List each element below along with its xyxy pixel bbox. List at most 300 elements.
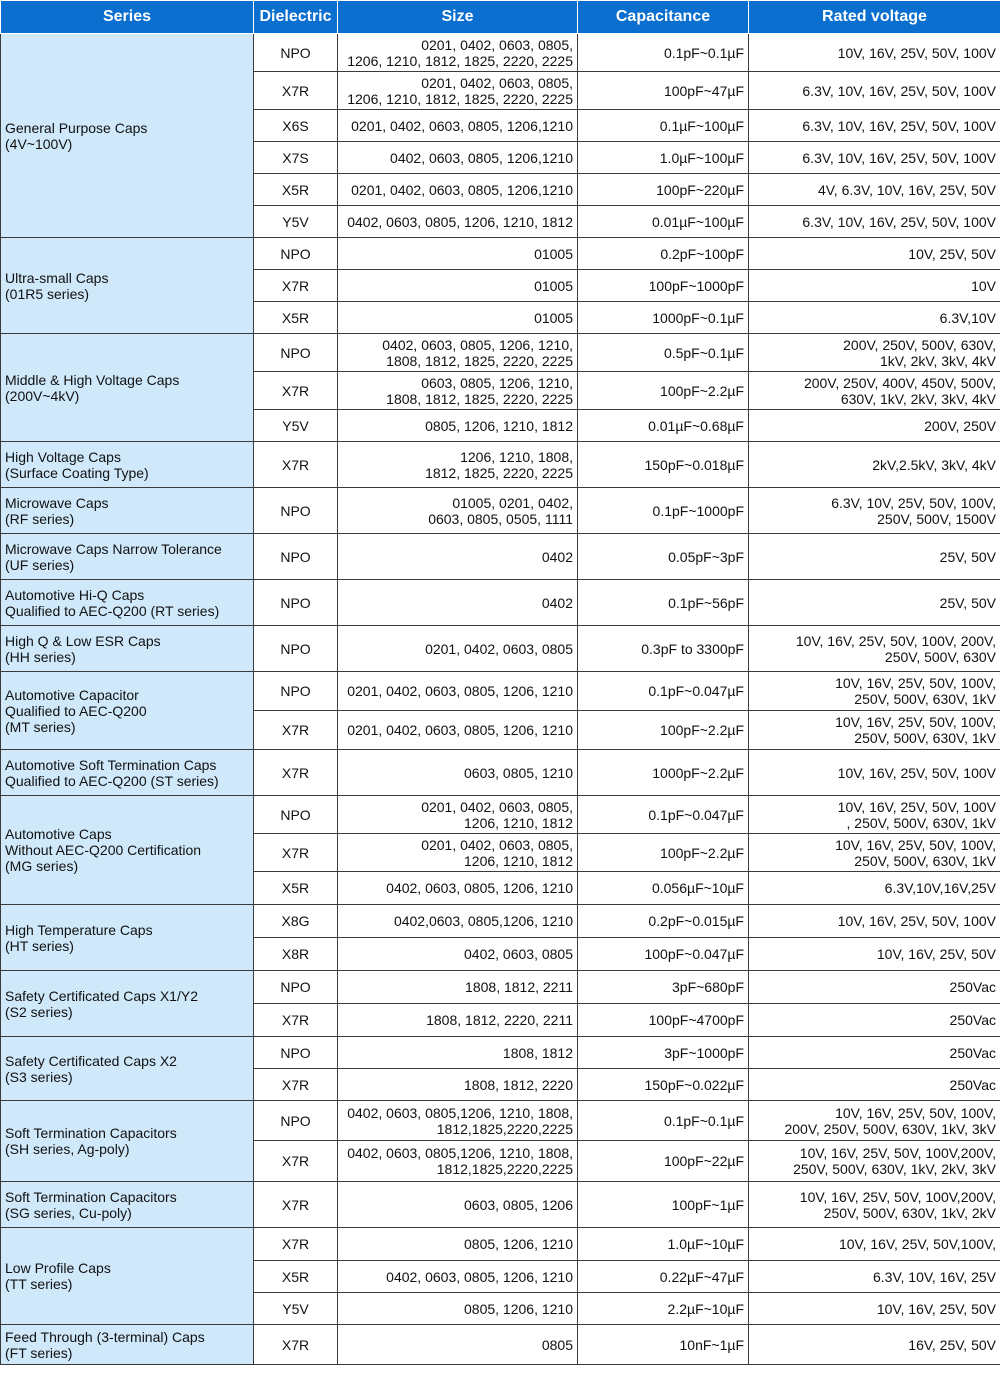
series-cell: [1, 238, 254, 334]
capacitance-cell: [578, 174, 749, 206]
dielectric-cell: [254, 410, 338, 442]
table-row: [1, 672, 1000, 711]
capacitance-cell-text: 0.05pF~3pF: [668, 548, 744, 565]
rated-voltage-cell-text: 6.3V, 10V, 16V, 25V: [872, 1268, 996, 1285]
dielectric-cell-text: X5R: [281, 309, 310, 326]
capacitance-cell: [578, 110, 749, 142]
dielectric-cell-text: X7R: [281, 1236, 310, 1252]
capacitance-cell: [578, 672, 749, 711]
capacitance-cell: [578, 626, 749, 672]
rated-voltage-cell-text: 250Vac: [949, 1012, 996, 1028]
size-cell: [338, 442, 578, 488]
rated-voltage-cell: [749, 206, 1000, 238]
capacitance-cell-text: 0.1pF~1000pF: [652, 502, 744, 519]
capacitance-cell-text: 1.0µF~100µF: [659, 149, 744, 166]
rated-voltage-cell-text: 10V, 16V, 25V, 50V: [876, 946, 996, 962]
capacitance-cell-text: 3pF~680pF: [672, 979, 744, 995]
dielectric-cell: [254, 750, 338, 796]
dielectric-cell-text: X7R: [281, 722, 310, 738]
rated-voltage-cell-text: 6.3V, 10V, 16V, 25V, 50V, 100V: [802, 213, 996, 230]
rated-voltage-cell: [749, 410, 1000, 442]
dielectric-cell: [254, 442, 338, 488]
dielectric-cell: [254, 34, 338, 72]
size-cell: [338, 626, 578, 672]
size-cell: [338, 238, 578, 270]
size-cell-text: 0201, 0402, 0603, 0805, 1206, 1210, 1812: [421, 798, 573, 831]
dielectric-cell-text: NPO: [280, 683, 311, 699]
rated-voltage-cell: [749, 372, 1000, 410]
capacitance-cell: [578, 1004, 749, 1037]
size-cell: [338, 750, 578, 796]
dielectric-cell: [254, 834, 338, 872]
capacitance-cell-text: 1000pF~2.2µF: [652, 764, 744, 781]
rated-voltage-cell-text: 10V, 16V, 25V, 50V, 100V, 250V, 500V, 630V, 1kV: [835, 714, 996, 746]
size-cell-text: 0603, 0805, 1206: [464, 1196, 573, 1213]
rated-voltage-cell: [749, 488, 1000, 534]
dielectric-cell-text: X7R: [281, 82, 310, 99]
dielectric-cell-text: NPO: [280, 806, 311, 823]
dielectric-cell: [254, 1069, 338, 1101]
size-cell-text: 0201, 0402, 0603, 0805, 1206, 1210, 1812, 1825, 2220, 2225: [347, 36, 573, 69]
size-cell: [338, 938, 578, 971]
rated-voltage-cell-text: 10V, 16V, 25V, 50V, 100V,200V, 250V, 500V, 630V, 1kV, 2kV, 3kV: [793, 1145, 996, 1177]
dielectric-cell-text: NPO: [280, 640, 311, 657]
header-row: [1, 1, 1000, 34]
capacitance-cell: [578, 1141, 749, 1182]
dielectric-cell-text: Y5V: [282, 1300, 309, 1317]
capacitance-cell-text: 0.2pF~0.015µF: [648, 913, 744, 929]
capacitance-cell: [578, 938, 749, 971]
dielectric-cell-text: X8R: [281, 946, 310, 962]
dielectric-cell-text: NPO: [280, 245, 311, 262]
dielectric-cell: [254, 270, 338, 302]
capacitance-cell: [578, 488, 749, 534]
size-cell-text: 1206, 1210, 1808, 1812, 1825, 2220, 2225: [425, 448, 573, 481]
series-name: High Temperature Caps (HT series): [5, 921, 153, 954]
capacitance-cell-text: 150pF~0.022µF: [644, 1076, 744, 1093]
capacitance-cell: [578, 72, 749, 110]
size-cell-text: 0402, 0603, 0805,1206, 1210, 1808, 1812,1825,2220,2225: [347, 1145, 573, 1177]
size-cell-text: 0402, 0603, 0805, 1206, 1210: [386, 880, 573, 896]
dielectric-cell: [254, 1293, 338, 1325]
size-cell: [338, 1293, 578, 1325]
series-name: Safety Certificated Caps X1/Y2 (S2 series): [5, 987, 198, 1020]
size-cell: [338, 1037, 578, 1069]
size-cell-text: 0402, 0603, 0805, 1206, 1210: [386, 1268, 573, 1285]
size-cell: [338, 206, 578, 238]
size-cell-text: 1808, 1812, 2211: [465, 979, 573, 995]
rated-voltage-cell-text: 6.3V,10V: [939, 309, 996, 326]
size-cell: [338, 34, 578, 72]
series-cell: [1, 905, 254, 971]
size-cell: [338, 72, 578, 110]
size-cell: [338, 1325, 578, 1365]
size-cell-text: 0402: [541, 594, 573, 611]
dielectric-cell-text: X5R: [281, 880, 310, 896]
rated-voltage-cell: [749, 238, 1000, 270]
dielectric-cell: [254, 1228, 338, 1261]
rated-voltage-cell-text: 10V, 16V, 25V, 50V, 100V,200V, 250V, 500V, 630V, 1kV, 2kV: [799, 1188, 996, 1221]
dielectric-cell: [254, 872, 338, 905]
size-cell: [338, 1261, 578, 1293]
dielectric-cell-text: NPO: [280, 502, 311, 519]
size-cell-text: 0402, 0603, 0805, 1206, 1210, 1808, 1812, 1825, 2220, 2225: [382, 336, 573, 369]
capacitance-cell: [578, 834, 749, 872]
dielectric-cell-text: X7R: [281, 1196, 310, 1213]
table-row: [1, 971, 1000, 1004]
table-body: [1, 34, 1000, 1365]
dielectric-cell: [254, 238, 338, 270]
series-cell: [1, 1037, 254, 1101]
series-cell: [1, 750, 254, 796]
size-cell-text: 1808, 1812: [502, 1044, 573, 1061]
size-cell-text: 0201, 0402, 0603, 0805, 1206,1210: [351, 117, 573, 134]
dielectric-cell: [254, 1101, 338, 1141]
rated-voltage-cell-text: 25V, 50V: [939, 548, 996, 565]
series-cell: [1, 796, 254, 905]
capacitance-cell: [578, 1101, 749, 1141]
capacitance-cell-text: 0.01µF~100µF: [651, 213, 744, 230]
rated-voltage-cell: [749, 938, 1000, 971]
table-row: [1, 1325, 1000, 1365]
size-cell-text: 0201, 0402, 0603, 0805, 1206,1210: [351, 181, 573, 198]
size-cell-text: 0805, 1206, 1210: [464, 1236, 573, 1252]
rated-voltage-cell-text: 10V, 16V, 25V, 50V, 100V, 250V, 500V, 630V, 1kV: [835, 836, 996, 869]
size-cell-text: 0201, 0402, 0603, 0805, 1206, 1210: [347, 722, 573, 738]
dielectric-cell: [254, 1004, 338, 1037]
rated-voltage-cell-text: 10V, 16V, 25V, 50V, 100V, 200V, 250V, 500V, 630V, 1kV, 3kV: [784, 1104, 996, 1137]
capacitance-cell: [578, 238, 749, 270]
capacitance-cell-text: 1.0µF~10µF: [667, 1236, 744, 1252]
series-name: Soft Termination Capacitors (SH series, Ag-poly): [5, 1125, 177, 1157]
rated-voltage-cell: [749, 834, 1000, 872]
size-cell: [338, 270, 578, 302]
capacitance-cell-text: 100pF~22µF: [663, 1153, 744, 1169]
size-cell: [338, 302, 578, 334]
dielectric-cell-text: NPO: [280, 1044, 311, 1061]
dielectric-cell: [254, 938, 338, 971]
rated-voltage-cell: [749, 672, 1000, 711]
size-cell-text: 01005: [534, 245, 573, 262]
capacitance-cell-text: 0.1pF~0.047µF: [648, 806, 744, 823]
dielectric-cell-text: X7R: [281, 1336, 310, 1353]
size-cell: [338, 372, 578, 410]
capacitance-cell: [578, 142, 749, 174]
rated-voltage-cell: [749, 971, 1000, 1004]
dielectric-cell-text: X7R: [281, 1076, 310, 1093]
rated-voltage-cell: [749, 1228, 1000, 1261]
capacitance-cell: [578, 34, 749, 72]
size-cell-text: 01005, 0201, 0402, 0603, 0805, 0505, 1111: [428, 494, 573, 527]
table-row: [1, 34, 1000, 72]
dielectric-cell-text: X5R: [281, 1268, 310, 1285]
rated-voltage-cell-text: 10V, 16V, 25V, 50V: [876, 1300, 996, 1317]
capacitance-cell: [578, 1293, 749, 1325]
dielectric-cell-text: X7R: [281, 456, 310, 473]
rated-voltage-cell-text: 6.3V, 10V, 25V, 50V, 100V, 250V, 500V, 1500V: [831, 494, 996, 527]
series-name: Safety Certificated Caps X2 (S3 series): [5, 1052, 177, 1085]
table-row: [1, 750, 1000, 796]
size-cell: [338, 1069, 578, 1101]
dielectric-cell: [254, 72, 338, 110]
dielectric-cell: [254, 488, 338, 534]
size-cell-text: 0402, 0603, 0805, 1206,1210: [390, 149, 573, 166]
capacitance-cell: [578, 905, 749, 938]
rated-voltage-cell: [749, 1037, 1000, 1069]
dielectric-cell: [254, 626, 338, 672]
size-cell-text: 0402, 0603, 0805, 1206, 1210, 1812: [347, 213, 573, 230]
rated-voltage-cell-text: 10V, 16V, 25V, 50V, 100V: [837, 764, 996, 781]
rated-voltage-cell: [749, 110, 1000, 142]
rated-voltage-cell: [749, 750, 1000, 796]
table-row: [1, 442, 1000, 488]
dielectric-cell-text: NPO: [280, 44, 311, 61]
rated-voltage-cell-text: 200V, 250V: [924, 417, 996, 434]
rated-voltage-cell: [749, 72, 1000, 110]
series-name: High Voltage Caps (Surface Coating Type): [5, 448, 149, 481]
table-row: [1, 580, 1000, 626]
table-row: [1, 1037, 1000, 1069]
rated-voltage-cell: [749, 711, 1000, 750]
dielectric-cell-text: X5R: [281, 181, 310, 198]
capacitance-cell-text: 1000pF~0.1µF: [652, 309, 744, 326]
series-name: Microwave Caps (RF series): [5, 494, 109, 527]
series-name: Ultra-small Caps (01R5 series): [5, 269, 109, 302]
rated-voltage-cell: [749, 270, 1000, 302]
capacitance-cell-text: 10nF~1µF: [679, 1336, 744, 1353]
rated-voltage-cell-text: 200V, 250V, 400V, 450V, 500V, 630V, 1kV, 2kV, 3kV, 4kV: [803, 374, 996, 407]
size-cell: [338, 1228, 578, 1261]
size-cell: [338, 971, 578, 1004]
rated-voltage-cell: [749, 1004, 1000, 1037]
size-cell-text: 0603, 0805, 1210: [464, 764, 573, 781]
series-cell: [1, 1182, 254, 1228]
capacitance-cell: [578, 206, 749, 238]
table-row: [1, 1182, 1000, 1228]
rated-voltage-cell: [749, 1293, 1000, 1325]
series-cell: [1, 626, 254, 672]
series-cell: [1, 34, 254, 238]
series-cell: [1, 1228, 254, 1325]
dielectric-cell: [254, 1141, 338, 1182]
capacitance-cell: [578, 580, 749, 626]
dielectric-cell: [254, 534, 338, 580]
rated-voltage-cell-text: 250Vac: [949, 1076, 996, 1093]
capacitance-cell-text: 0.2pF~100pF: [660, 245, 744, 262]
size-cell: [338, 1182, 578, 1228]
rated-voltage-cell-text: 6.3V, 10V, 16V, 25V, 50V, 100V: [802, 149, 996, 166]
dielectric-cell: [254, 1261, 338, 1293]
capacitance-cell-text: 100pF~2.2µF: [660, 382, 744, 399]
rated-voltage-cell: [749, 142, 1000, 174]
series-cell: [1, 534, 254, 580]
rated-voltage-cell-text: 10V, 16V, 25V, 50V, 100V, 200V, 250V, 500V, 630V: [795, 632, 996, 665]
capacitance-cell-text: 0.1pF~0.1µF: [663, 1112, 744, 1129]
series-cell: [1, 442, 254, 488]
rated-voltage-cell-text: 10V, 16V, 25V, 50V, 100V: [837, 913, 996, 929]
header-size: Size: [338, 1, 578, 34]
size-cell: [338, 711, 578, 750]
dielectric-cell-text: X7R: [281, 277, 310, 294]
capacitance-cell: [578, 1182, 749, 1228]
capacitance-cell-text: 0.1pF~56pF: [668, 594, 744, 611]
size-cell-text: 0603, 0805, 1206, 1210, 1808, 1812, 1825, 2220, 2225: [386, 374, 573, 407]
size-cell-text: 0402, 0603, 0805,1206, 1210, 1808, 1812,1825,2220,2225: [347, 1104, 573, 1137]
table-row: [1, 1101, 1000, 1141]
series-name: Low Profile Caps (TT series): [5, 1260, 111, 1292]
size-cell-text: 0805, 1206, 1210, 1812: [425, 417, 573, 434]
capacitance-cell: [578, 1069, 749, 1101]
capacitance-cell: [578, 971, 749, 1004]
size-cell: [338, 580, 578, 626]
dielectric-cell: [254, 334, 338, 372]
series-cell: [1, 672, 254, 750]
rated-voltage-cell-text: 250Vac: [949, 1044, 996, 1061]
capacitance-cell: [578, 1228, 749, 1261]
capacitance-cell: [578, 750, 749, 796]
capacitance-cell: [578, 372, 749, 410]
size-cell: [338, 1101, 578, 1141]
dielectric-cell: [254, 672, 338, 711]
dielectric-cell-text: NPO: [280, 594, 311, 611]
table-row: [1, 534, 1000, 580]
rated-voltage-cell: [749, 334, 1000, 372]
rated-voltage-cell-text: 250Vac: [949, 979, 996, 995]
capacitance-cell-text: 2.2µF~10µF: [667, 1300, 744, 1317]
rated-voltage-cell: [749, 905, 1000, 938]
rated-voltage-cell-text: 2kV,2.5kV, 3kV, 4kV: [872, 456, 996, 473]
series-cell: [1, 334, 254, 442]
series-name: Soft Termination Capacitors (SG series, Cu-poly): [5, 1188, 177, 1221]
size-cell: [338, 672, 578, 711]
rated-voltage-cell-text: 4V, 6.3V, 10V, 16V, 25V, 50V: [817, 181, 996, 198]
series-cell: [1, 1101, 254, 1182]
dielectric-cell-text: X8G: [281, 913, 310, 929]
rated-voltage-cell: [749, 442, 1000, 488]
capacitance-cell: [578, 302, 749, 334]
size-cell: [338, 872, 578, 905]
capacitance-cell-text: 100pF~1000pF: [648, 277, 744, 294]
size-cell: [338, 488, 578, 534]
capacitance-cell-text: 100pF~2.2µF: [660, 722, 744, 738]
dielectric-cell: [254, 711, 338, 750]
table-row: [1, 796, 1000, 834]
series-cell: [1, 1325, 254, 1365]
size-cell-text: 0201, 0402, 0603, 0805, 1206, 1210, 1812: [421, 836, 573, 869]
size-cell: [338, 834, 578, 872]
capacitance-cell-text: 100pF~2.2µF: [660, 844, 744, 861]
series-name: Automotive Caps Without AEC-Q200 Certification (MG series): [5, 826, 202, 874]
rated-voltage-cell: [749, 1261, 1000, 1293]
size-cell: [338, 534, 578, 580]
rated-voltage-cell: [749, 534, 1000, 580]
size-cell: [338, 1004, 578, 1037]
capacitance-cell-text: 3pF~1000pF: [664, 1044, 744, 1061]
dielectric-cell: [254, 905, 338, 938]
header-dielectric: Dielectric: [254, 1, 338, 34]
size-cell-text: 0402,0603, 0805,1206, 1210: [393, 913, 573, 929]
capacitance-cell: [578, 442, 749, 488]
capacitance-cell-text: 100pF~4700pF: [648, 1012, 744, 1028]
size-cell: [338, 410, 578, 442]
series-name: Microwave Caps Narrow Tolerance (UF series): [5, 540, 222, 573]
rated-voltage-cell-text: 16V, 25V, 50V: [908, 1336, 996, 1353]
dielectric-cell-text: X7R: [281, 382, 310, 399]
size-cell: [338, 174, 578, 206]
size-cell-text: 1808, 1812, 2220: [464, 1076, 573, 1093]
series-name: Feed Through (3-terminal) Caps (FT series): [5, 1328, 205, 1361]
rated-voltage-cell-text: 6.3V, 10V, 16V, 25V, 50V, 100V: [802, 82, 996, 99]
capacitance-cell: [578, 796, 749, 834]
rated-voltage-cell: [749, 1141, 1000, 1182]
rated-voltage-cell: [749, 1182, 1000, 1228]
capacitance-cell-text: 0.056µF~10µF: [651, 880, 744, 896]
table-row: [1, 488, 1000, 534]
dielectric-cell-text: X7R: [281, 764, 310, 781]
rated-voltage-cell-text: 6.3V, 10V, 16V, 25V, 50V, 100V: [802, 117, 996, 134]
size-cell: [338, 110, 578, 142]
capacitance-cell: [578, 410, 749, 442]
capacitance-cell-text: 100pF~220µF: [656, 181, 744, 198]
rated-voltage-cell: [749, 302, 1000, 334]
dielectric-cell: [254, 174, 338, 206]
capacitance-cell: [578, 872, 749, 905]
dielectric-cell: [254, 110, 338, 142]
series-cell: [1, 580, 254, 626]
size-cell-text: 01005: [534, 309, 573, 326]
capacitance-cell-text: 0.1µF~100µF: [659, 117, 744, 134]
capacitance-cell-text: 0.1pF~0.047µF: [648, 683, 744, 699]
capacitance-cell-text: 100pF~1µF: [671, 1196, 744, 1213]
dielectric-cell-text: X7R: [281, 844, 310, 861]
dielectric-cell: [254, 142, 338, 174]
rated-voltage-cell-text: 200V, 250V, 500V, 630V, 1kV, 2kV, 3kV, 4kV: [843, 336, 996, 369]
dielectric-cell: [254, 302, 338, 334]
capacitance-cell: [578, 1037, 749, 1069]
rated-voltage-cell: [749, 1101, 1000, 1141]
series-name: Middle & High Voltage Caps (200V~4kV): [5, 371, 180, 404]
size-cell: [338, 905, 578, 938]
size-cell-text: 0805, 1206, 1210: [464, 1300, 573, 1317]
dielectric-cell-text: NPO: [280, 344, 311, 361]
table-row: [1, 626, 1000, 672]
size-cell-text: 0402: [541, 548, 573, 565]
series-name: Automotive Hi-Q Caps Qualified to AEC-Q200 (RT series): [5, 586, 220, 619]
dielectric-cell-text: Y5V: [282, 417, 309, 434]
table-row: [1, 334, 1000, 372]
size-cell-text: 0402, 0603, 0805: [464, 946, 573, 962]
rated-voltage-cell-text: 25V, 50V: [939, 594, 996, 611]
dielectric-cell-text: NPO: [280, 979, 311, 995]
dielectric-cell: [254, 1037, 338, 1069]
series-name: Automotive Capacitor Qualified to AEC-Q200 (MT series): [5, 686, 147, 735]
rated-voltage-cell: [749, 626, 1000, 672]
size-cell: [338, 334, 578, 372]
rated-voltage-cell-text: 6.3V,10V,16V,25V: [884, 880, 996, 896]
capacitance-cell: [578, 334, 749, 372]
dielectric-cell-text: X7S: [282, 149, 309, 166]
capacitance-cell: [578, 1261, 749, 1293]
capacitance-cell-text: 150pF~0.018µF: [644, 456, 744, 473]
rated-voltage-cell: [749, 174, 1000, 206]
capacitance-cell-text: 0.5pF~0.1µF: [663, 344, 744, 361]
size-cell-text: 0201, 0402, 0603, 0805, 1206, 1210, 1812, 1825, 2220, 2225: [347, 74, 573, 107]
size-cell-text: 01005: [534, 277, 573, 294]
series-name: General Purpose Caps (4V~100V): [5, 119, 148, 152]
dielectric-cell-text: X7R: [281, 1012, 310, 1028]
table-row: [1, 238, 1000, 270]
dielectric-cell-text: X7R: [281, 1153, 310, 1169]
